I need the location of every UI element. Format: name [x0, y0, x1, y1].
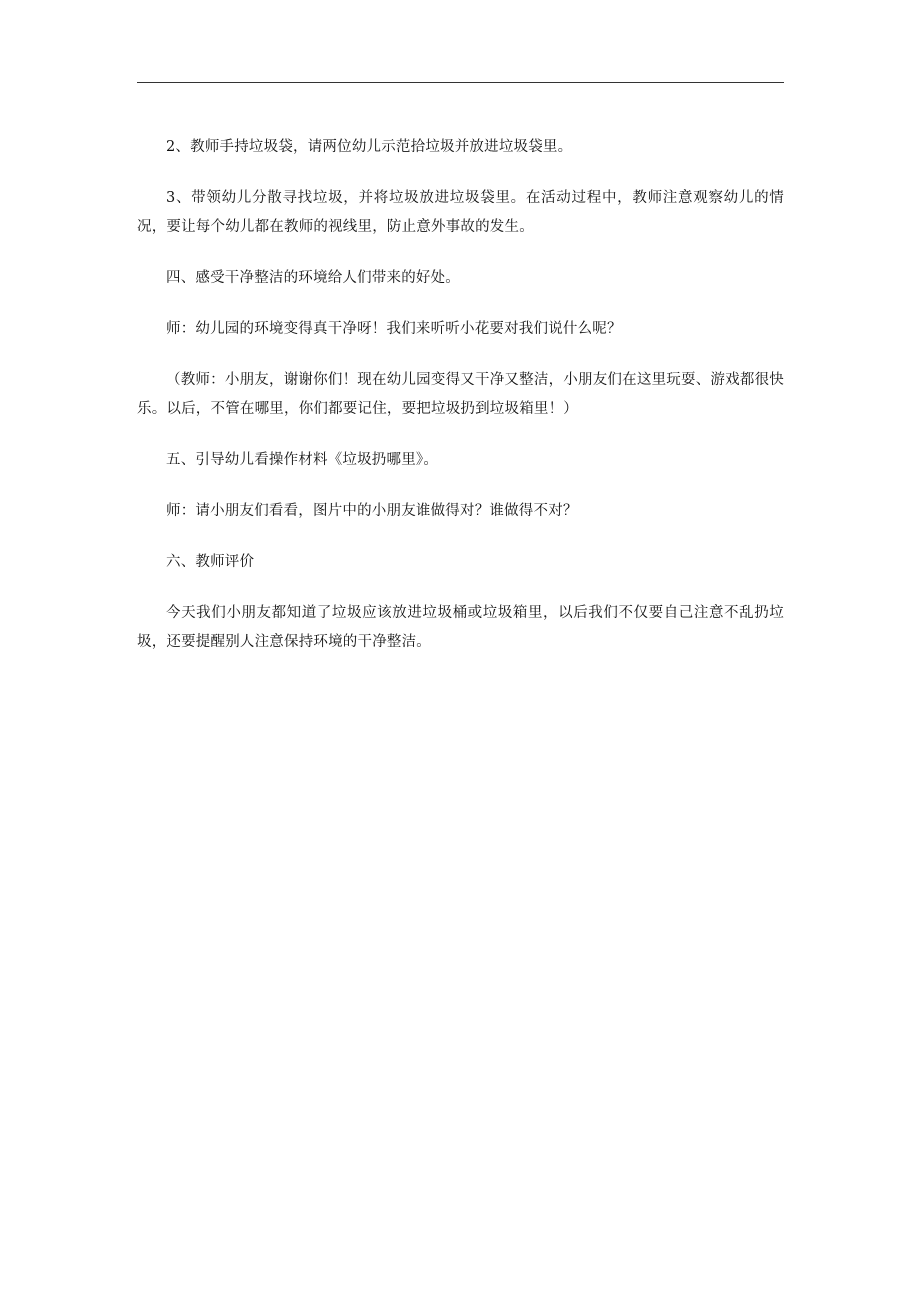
paragraph-teacher-note: （教师：小朋友，谢谢你们！现在幼儿园变得又干净又整洁，小朋友们在这里玩耍、游戏都很快乐。以后，不管在哪里，你们都要记住，要把垃圾扔到垃圾箱里！）	[137, 372, 784, 417]
section-heading-6: 六、教师评价	[166, 554, 255, 570]
header-rule	[137, 82, 784, 83]
document-body	[137, 133, 784, 679]
paragraph-conclusion: 今天我们小朋友都知道了垃圾应该放进垃圾桶或垃圾箱里，以后我们不仅要自己注意不乱扔垃圾，还要提醒别人注意保持环境的干净整洁。	[137, 605, 784, 650]
section-heading-4: 四、感受干净整洁的环境给人们带来的好处。	[166, 270, 460, 286]
section-heading-5: 五、引导幼儿看操作材料《垃圾扔哪里》。	[166, 452, 439, 468]
paragraph-step-3: 3、带领幼儿分散寻找垃圾，并将垃圾放进垃圾袋里。在活动过程中，教师注意观察幼儿的情况，要让每个幼儿都在教师的视线里，防止意外事故的发生。	[137, 190, 784, 235]
paragraph-step-2: 2、教师手持垃圾袋，请两位幼儿示范拾垃圾并放进垃圾袋里。	[166, 139, 573, 155]
paragraph-teacher-prompt: 师：请小朋友们看看，图片中的小朋友谁做得对？谁做得不对？	[166, 503, 578, 519]
paragraph-teacher-question: 师：幼儿园的环境变得真干净呀！我们来听听小花要对我们说什么呢？	[166, 321, 622, 337]
